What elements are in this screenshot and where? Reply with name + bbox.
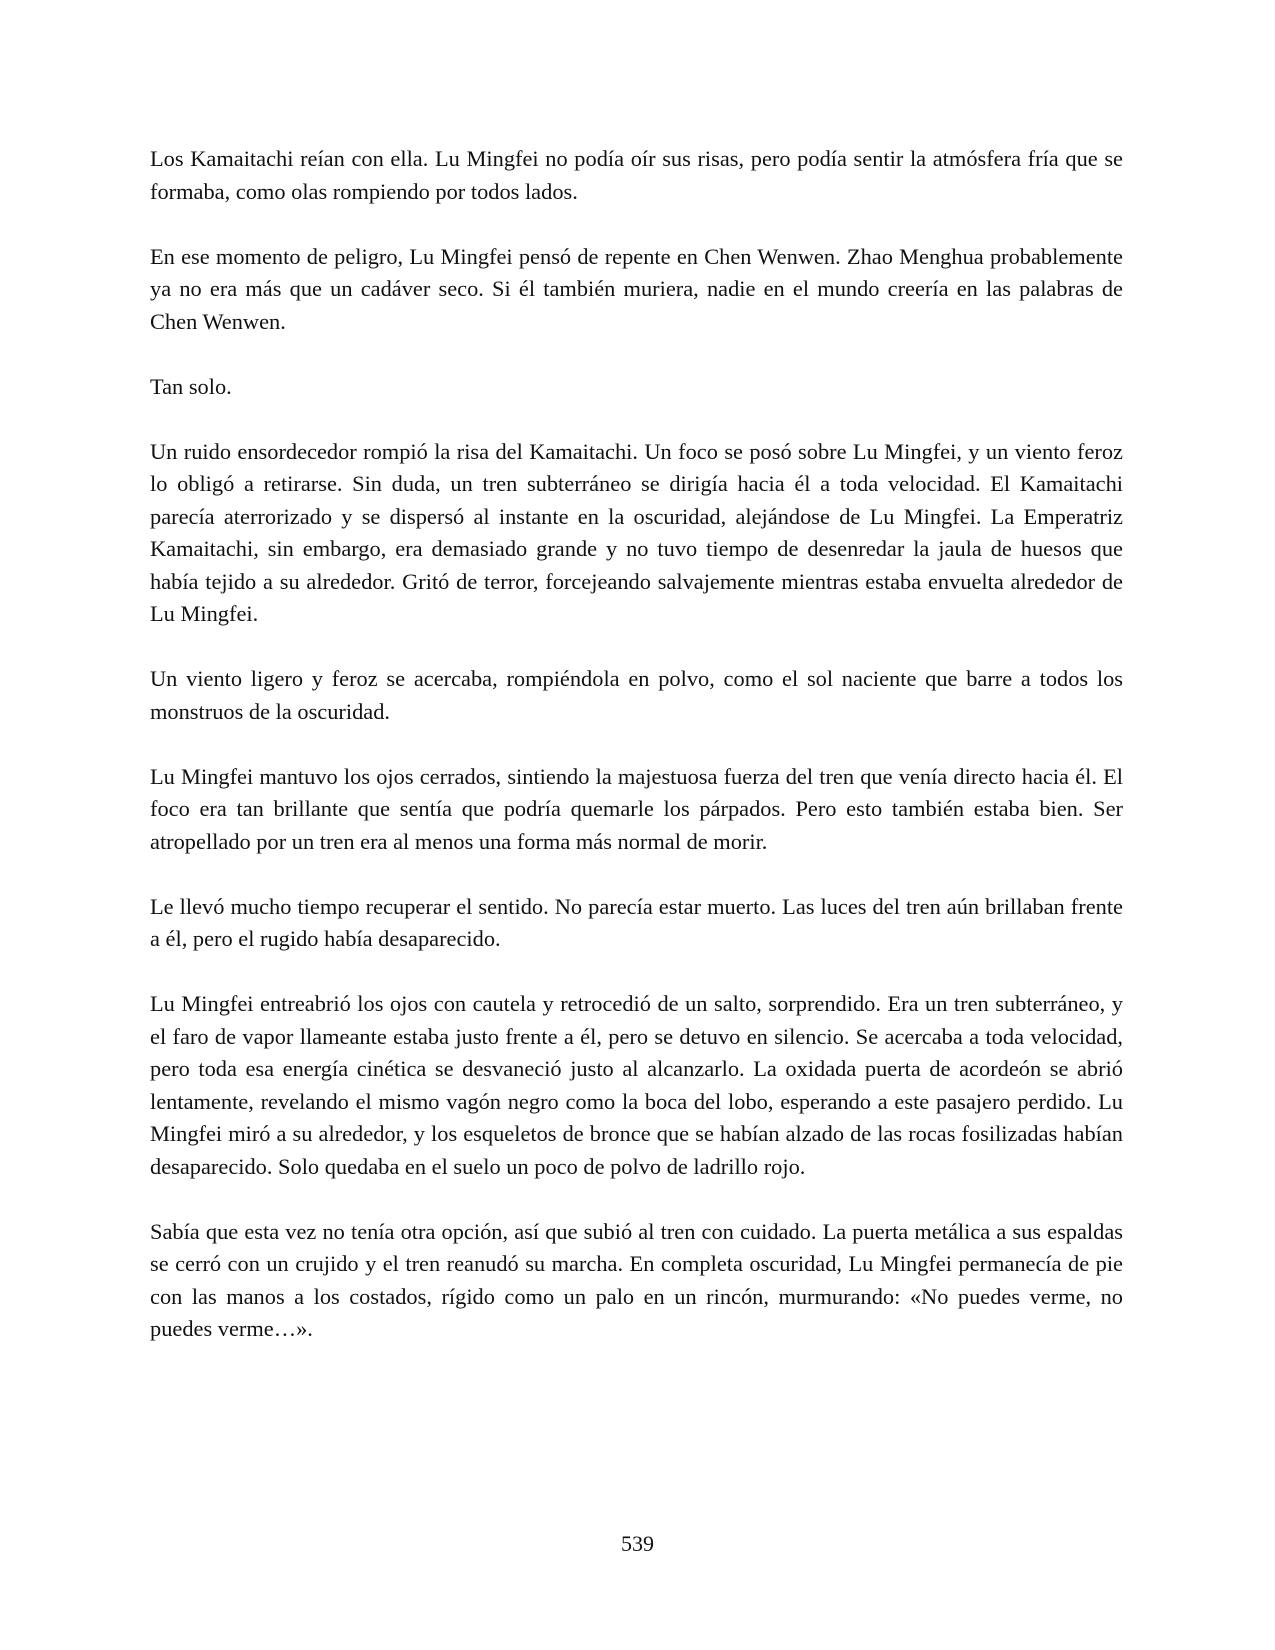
paragraph: Le llevó mucho tiempo recuperar el sentido. No parecía estar muerto. Las luces del tren aún brillaban frente a él, pero el rugido había desaparecido. [150,893,1123,951]
paragraph: Sabía que esta vez no tenía otra opción, así que subió al tren con cuidado. La puerta metálica a sus espaldas se cerró con un crujido y el tren reanudó su marcha. En completa oscuridad, Lu Mingfei permanecía de pie con las manos a los costados, rígido como un palo en un rincón, murmurando: «No puedes verme, no puedes verme…». [150,1218,1123,1341]
paragraph: En ese momento de peligro, Lu Mingfei pensó de repente en Chen Wenwen. Zhao Menghua probablemente ya no era más que un cadáver seco. Si él también muriera, nadie en el mundo creería en las palabras de Chen Wenwen. [150,243,1123,334]
paragraph: Lu Mingfei entreabrió los ojos con cautela y retrocedió de un salto, sorprendido. Era un tren subterráneo, y el faro de vapor llameante estaba justo frente a él, pero se detuvo en silencio. Se acercaba a toda velocidad, pero toda esa energía cinética se desvaneció justo al alcanzarlo. La oxidada puerta de acordeón se abrió lentamente, revelando el mismo vagón negro como la boca del lobo, esperando a este pasajero perdido. Lu Mingfei miró a su alrededor, y los esqueletos de bronce que se habían alzado de las rocas fosilizadas habían desaparecido. Solo quedaba en el suelo un poco de polvo de ladrillo rojo. [150,991,1123,1179]
paragraph: Los Kamaitachi reían con ella. Lu Mingfei no podía oír sus risas, pero podía sentir la atmósfera fría que se formaba, como olas rompiendo por todos lados. [150,146,1123,204]
paragraph: Un viento ligero y feroz se acercaba, rompiéndola en polvo, como el sol naciente que barre a todos los monstruos de la oscuridad. [150,666,1123,724]
paragraph: Tan solo. [150,373,232,399]
paragraph: Un ruido ensordecedor rompió la risa del Kamaitachi. Un foco se posó sobre Lu Mingfei, y un viento feroz lo obligó a retirarse. Sin duda, un tren subterráneo se dirigía hacia él a toda velocidad. El Kamaitachi parecía aterrorizado y se dispersó al instante en la oscuridad, alejándose de Lu Mingfei. La Emperatriz Kamaitachi, sin embargo, era demasiado grande y no tuvo tiempo de desenredar la jaula de huesos que había tejido a su alrededor. Gritó de terror, forcejeando salvajemente mientras estaba envuelta alrededor de Lu Mingfei. [150,438,1123,626]
page-number: 539 [621,1531,654,1556]
paragraph: Lu Mingfei mantuvo los ojos cerrados, sintiendo la majestuosa fuerza del tren que venía directo hacia él. El foco era tan brillante que sentía que podría quemarle los párpados. Pero esto también estaba bien. Ser atropellado por un tren era al menos una forma más normal de morir. [150,763,1123,854]
page-body [150,143,1123,1378]
